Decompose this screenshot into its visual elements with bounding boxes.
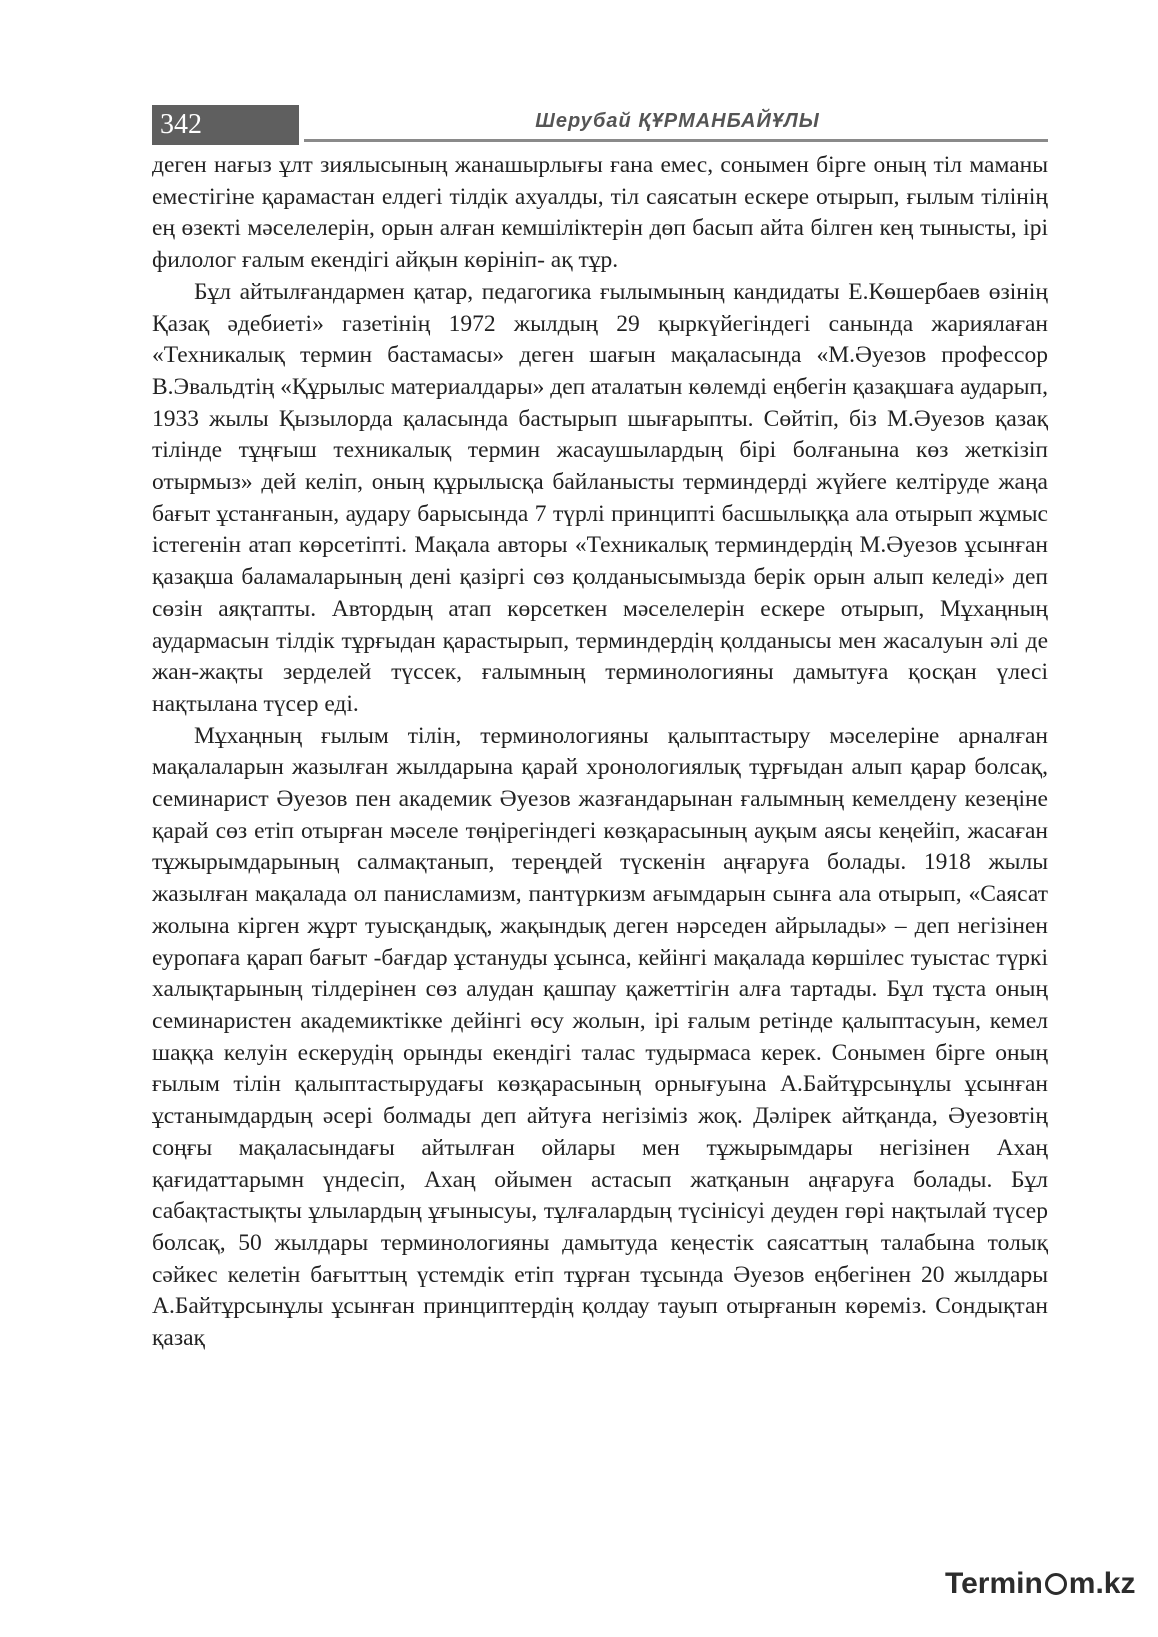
watermark-o-logo	[1045, 1573, 1067, 1595]
header-rule	[304, 139, 1048, 142]
page-number: 342	[152, 105, 299, 145]
running-title: Шерубай ҚҰРМАНБАЙҰЛЫ	[535, 110, 820, 132]
paragraph-3: Мұхаңның ғылым тілін, терминологияны қалыптастыру мәселеріне арналған мақалаларын жазылған жылдарына қарай хронологиялық тұрғыдан алып қарар болсақ, семинарист Әуезов пен академик Әуезов жазғандарынан ғалымның кемелдену кезеңіне қарай сөз етіп отырған мәселе төңірегіндегі көзқарасының ауқым аясы кеңейіп, жасаған тұжырымдарының салмақтанып, тереңдей түскенін аңғаруға болады. 1918 жылы жазылған мақалада ол панисламизм, пантүркизм ағымдарын сынға ала отырып, «Саясат жолына кірген жұрт туысқандық, жақындық деген нәрседен айрылады» – деп негізінен еуропаға қарап бағыт -бағдар ұстануды ұсынса, кейінгі мақалада көршілес туыстас түркі халықтарының тілдерінен сөз алудан қашпау қажеттігін алға тартады. Бұл тұста оның семинаристен академиктікке дейінгі өсу жолын, ірі ғалым ретінде қалыптасуын, кемел шаққа келуін ескерудің орынды екендігі талас тудырмаса керек. Сонымен бірге оның ғылым тілін қалыптастырудағы көзқарасының орнығуына А.Байтұрсынұлы ұсынған ұстанымдардың әсері болмады деп айтуға негізіміз жоқ. Дәлірек айтқанда, Әуезовтің соңғы мақаласындағы айтылған ойлары мен тұжырымдары негізінен Ахаң қағидаттарымн үндесіп, Ахаң ойымен астасып жатқанын аңғаруға болады. Бұл сабақтастықты ұлылардың ұғынысуы, тұлғалардың түсінісуі деуден гөрі нақтылай түсер болсақ, 50 жылдары терминологияны дамытуда кеңестік саясаттың талабына толық сәйкес келетін бағыттың үстемдік етіп тұрған тұсында Әуезов еңбегінен 20 жылдары А.Байтұрсынұлы ұсынған принциптердің қолдау тауып отырғанын көреміз. Сондықтан қазақ	[152, 722, 1048, 1352]
watermark-prefix: Termin	[945, 1567, 1043, 1600]
paragraph-continuation: деген нағыз ұлт зиялысының жанашырлығы ғана емес, сонымен бірге оның тіл маманы еместігіне қарамастан елдегі тілдік ахуалды, тіл саясатын ескере отырып, ғылым тілінің ең өзекті мәселелерін, орын алған кемшіліктерін дөп басып айта білген кең тынысты, ірі филолог ғалым екендігі айқын көрініп- ақ тұр.	[152, 152, 1048, 274]
page-header	[152, 105, 1048, 145]
body-text	[152, 150, 1048, 1355]
watermark-suffix: m.kz	[1068, 1567, 1136, 1600]
termincom-watermark	[945, 1567, 1136, 1601]
paragraph-2: Бұл айтылғандармен қатар, педагогика ғылымының кандидаты Е.Көшербаев өзінің Қазақ әдебиеті» газетінің 1972 жылдың 29 қыркүйегіндегі санында жариялаған «Техникалық термин бастамасы» деген шағын мақаласында «М.Әуезов профессор В.Эвальдтің «Құрылыс материалдары» деп аталатын көлемді еңбегін қазақшаға аударып, 1933 жылы Қызылорда қаласында бастырып шығарыпты. Сөйтіп, біз М.Әуезов қазақ тілінде тұңғыш техникалық термин жасаушылардың бірі болғанына көз жеткізіп отырмыз» дей келіп, оның құрылысқа байланысты терминдерді жүйеге келтіруде жаңа бағыт ұстанғанын, аудару барысында 7 түрлі принципті басшылыққа ала отырып жұмыс істегенін атап көрсетіпті. Мақала авторы «Техникалық терминдердің М.Әуезов ұсынған қазақша баламаларының дені қазіргі сөз қолданысымызда берік орын алып келеді» деп сөзін аяқтапты. Автордың атап көрсеткен мәселелерін ескере отырып, Мұхаңның аудармасын тілдік тұрғыдан қарастырып, терминдердің қолданысы мен жасалуын әлі де жан-жақты зерделей түссек, ғалымның терминологияны дамытуға қосқан үлесі нақтылана түсер еді.	[152, 278, 1048, 717]
